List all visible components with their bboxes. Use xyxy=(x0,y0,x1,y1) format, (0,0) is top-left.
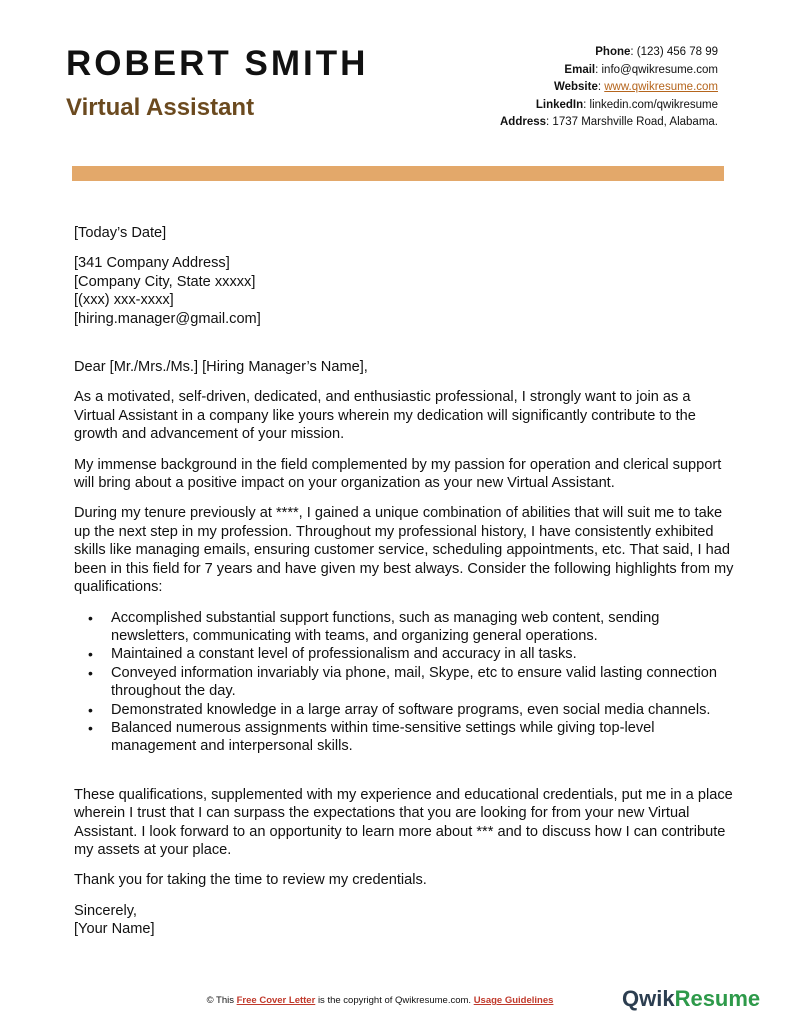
website-link[interactable]: www.qwikresume.com xyxy=(604,81,718,93)
list-item: • Accomplished substantial support functions, such as managing web content, sending newsletters, communicating with teams, and organizing general operations. xyxy=(111,609,734,646)
list-item: • Demonstrated knowledge in a large array of software programs, even social media channels. xyxy=(111,701,734,719)
paragraph-thanks: Thank you for taking the time to review my credentials. xyxy=(74,872,427,889)
free-cover-letter-link[interactable]: Free Cover Letter xyxy=(236,995,316,1006)
linkedin-value: linkedin.com/qwikresume xyxy=(589,98,718,111)
company-address: [341 Company Address] xyxy=(74,255,230,272)
phone-value: (123) 456 78 99 xyxy=(636,46,718,58)
letter-body xyxy=(74,224,734,939)
signature: [Your Name] xyxy=(74,921,155,938)
footer-prefix: © This xyxy=(206,995,234,1006)
usage-guidelines-link[interactable]: Usage Guidelines xyxy=(473,995,554,1006)
company-email: [hiring.manager@gmail.com] xyxy=(74,310,261,327)
paragraph-experience: During my tenure previously at ****, I gained a unique combination of abilities that will suit me to take up the next step in my profession. Throughout my professional history, I have consistently exhibited skills like managing emails, ensuring customer service, scheduling appointments, etc. That said, I had been in this field for 7 years and have given my best always. Consider the following highlights from my qualifications: xyxy=(74,505,734,596)
job-title: Virtual Assistant xyxy=(66,94,255,121)
contact-address: Address: 1737 Marshville Road, Alabama. xyxy=(500,116,718,128)
list-item: • Conveyed information invariably via phone, mail, Skype, etc to ensure valid lasting connection throughout the day. xyxy=(111,664,734,701)
paragraph-background: My immense background in the field complemented by my passion for operation and clerical support will bring about a positive impact on your organization as your new Virtual Assistant. xyxy=(74,456,722,492)
footer-middle: is the copyright of Qwikresume.com. xyxy=(317,995,472,1006)
phone-label: Phone xyxy=(595,46,631,58)
list-item: • Maintained a constant level of professionalism and accuracy in all tasks. xyxy=(111,645,734,663)
contact-block xyxy=(500,44,718,132)
paragraph-intro: As a motivated, self-driven, dedicated, and enthusiastic professional, I strongly want to join as a Virtual Assistant in a company like yours wherein my dedication will significantly contribute to the growth and advancement of your mission. xyxy=(74,389,696,443)
highlights-list xyxy=(74,609,734,756)
contact-linkedin: LinkedIn: linkedin.com/qwikresume xyxy=(535,98,718,111)
logo-part-qwik: Qwik xyxy=(622,986,675,1011)
letter-date: [Today’s Date] xyxy=(74,225,167,241)
address-label: Address xyxy=(500,116,547,128)
company-phone: [(xxx) xxx-xxxx] xyxy=(74,292,174,309)
list-item: • Balanced numerous assignments within time-sensitive settings while giving top-level management and interpersonal skills. xyxy=(111,719,734,756)
linkedin-label: LinkedIn xyxy=(535,98,584,111)
logo-part-resume: Resume xyxy=(674,986,761,1011)
contact-website: Website: www.qwikresume.com xyxy=(553,81,718,93)
accent-divider xyxy=(72,166,724,181)
contact-email: Email: info@qwikresume.com xyxy=(564,63,718,76)
address-value: 1737 Marshville Road, Alabama. xyxy=(552,116,718,128)
applicant-name: ROBERT SMITH xyxy=(66,44,369,83)
contact-phone: Phone: (123) 456 78 99 xyxy=(595,46,718,58)
company-city: [Company City, State xxxxx] xyxy=(74,273,256,290)
email-value: info@qwikresume.com xyxy=(601,63,718,76)
qwikresume-logo[interactable] xyxy=(622,986,760,1012)
paragraph-qualifications: These qualifications, supplemented with my experience and educational credentials, put me in a place wherein I trust that I can surpass the expectations that you are looking for from your new Virtual Assistant. I look forward to an opportunity to learn more about *** and to discuss how I can contribute my assets at your place. xyxy=(74,786,733,858)
email-label: Email xyxy=(564,63,596,76)
closing: Sincerely, xyxy=(74,902,137,919)
salutation: Dear [Mr./Mrs./Ms.] [Hiring Manager’s Name], xyxy=(74,359,368,376)
website-label: Website xyxy=(553,81,598,93)
